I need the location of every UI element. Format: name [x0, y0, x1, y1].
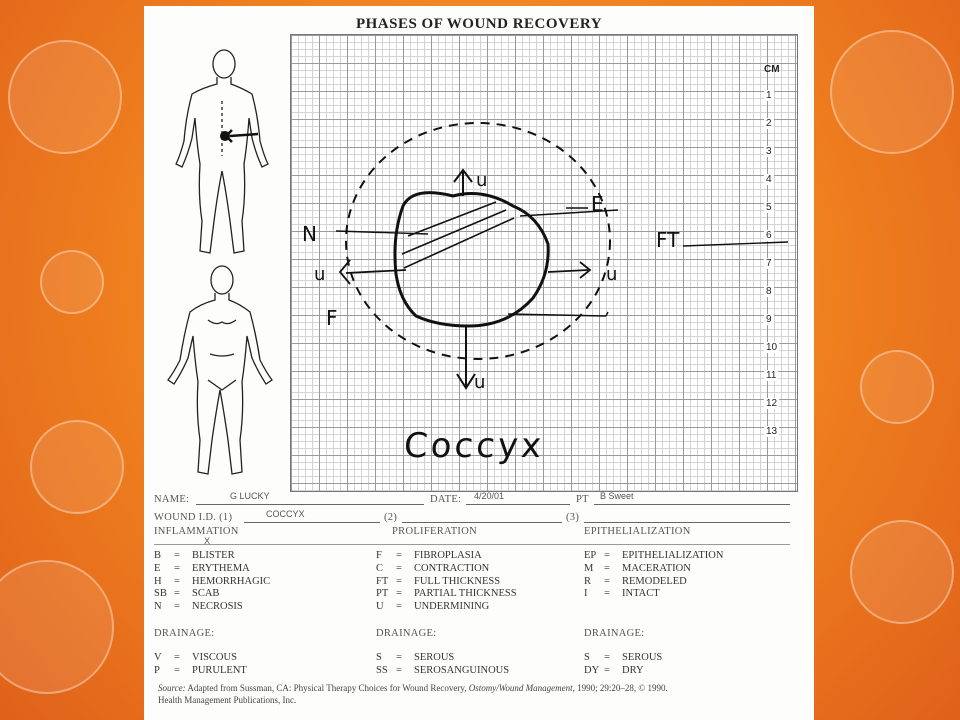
cm-tick: 12: [766, 398, 778, 409]
annotation-necrosis: N: [302, 222, 317, 246]
drainage-header-proliferation: DRAINAGE:: [376, 628, 437, 639]
cm-unit-label: CM: [764, 64, 780, 75]
list-item: EP = EPITHELIALIZATION: [584, 550, 724, 561]
source-citation: Source: Adapted from Sussman, CA: Physical Therapy Choices for Wound Recovery, Ostomy/Wound Management, 1990; 29:20–28, © 1990. Health Management Publications, Inc.: [158, 683, 668, 705]
bokeh-circle: [40, 250, 104, 314]
list-item: U = UNDERMINING: [376, 601, 490, 613]
cm-tick: 3: [766, 146, 772, 157]
cm-tick: 4: [766, 174, 772, 185]
list-item: B = BLISTER: [154, 550, 235, 561]
wound-outline: [395, 193, 548, 326]
drainage-proliferation: [376, 652, 509, 678]
cm-tick: 11: [766, 370, 777, 381]
list-item: V = VISCOUS: [154, 652, 237, 663]
wound-assessment-sheet: [144, 6, 814, 720]
proliferation-items: [376, 550, 517, 614]
necrosis-hatch: [402, 202, 514, 268]
cm-tick: 10: [766, 342, 778, 353]
cm-tick: 5: [766, 202, 772, 213]
annotation-undermining-left: u: [314, 264, 326, 285]
name-value: G LUCKY: [230, 491, 270, 501]
annotation-undermining-top: u: [476, 170, 488, 191]
annotation-undermining-right: u: [606, 264, 618, 285]
drainage-inflammation: [154, 652, 247, 678]
list-item: SS = SEROSANGUINOUS: [376, 664, 510, 676]
annotation-full-thickness: FT: [656, 228, 680, 252]
cm-tick: 13: [766, 426, 778, 437]
date-value: 4/20/01: [474, 491, 505, 501]
wound-location-label: Coccyx: [402, 426, 546, 466]
list-item: R = REMODELED: [584, 575, 687, 587]
cm-tick: 8: [766, 286, 772, 297]
inflammation-items: [154, 550, 270, 614]
list-item: F = FIBROPLASIA: [376, 550, 482, 561]
bokeh-circle: [860, 350, 934, 424]
date-label: DATE:: [430, 494, 462, 505]
list-item: SB = SCAB: [154, 588, 220, 600]
annotation-erythema: E: [591, 192, 604, 216]
bokeh-circle: [0, 560, 114, 694]
wound-id-value: COCCYX: [266, 509, 305, 519]
undermining-outline: [346, 123, 610, 359]
list-item: P = PURULENT: [154, 664, 247, 676]
wound-id-field-1[interactable]: [244, 510, 380, 523]
wound-drawing: [288, 6, 814, 486]
header-divider: [154, 544, 790, 545]
cm-tick: 2: [766, 118, 772, 129]
list-item: C = CONTRACTION: [376, 562, 490, 574]
pt-label: PT: [576, 494, 589, 505]
wound-id-2-label: (2): [384, 512, 398, 523]
annotation-fibroplasia: F: [326, 306, 338, 330]
cm-tick: 7: [766, 258, 772, 269]
inflammation-mark: X: [204, 536, 211, 546]
bokeh-circle: [830, 30, 954, 154]
wound-id-3-label: (3): [566, 512, 580, 523]
sheet-title: PHASES OF WOUND RECOVERY: [355, 16, 603, 32]
annotation-undermining-bottom: u: [474, 372, 486, 393]
cm-tick: 9: [766, 314, 772, 325]
list-item: I = INTACT: [584, 588, 660, 600]
bokeh-circle: [30, 420, 124, 514]
wound-id-label: WOUND I.D. (1): [154, 512, 233, 523]
epithelialization-header: EPITHELIALIZATION: [584, 526, 691, 537]
list-item: DY = DRY: [584, 664, 644, 676]
list-item: S = SEROUS: [376, 652, 455, 663]
body-figure-back: [162, 46, 282, 261]
body-figure-front: [160, 262, 284, 482]
inflammation-header: INFLAMMATION: [154, 526, 239, 537]
list-item: H = HEMORRHAGIC: [154, 575, 271, 587]
wound-id-field-3[interactable]: [584, 510, 790, 523]
bokeh-circle: [8, 40, 122, 154]
drainage-header-epithelialization: DRAINAGE:: [584, 628, 645, 639]
list-item: PT = PARTIAL THICKNESS: [376, 588, 517, 600]
proliferation-header: PROLIFERATION: [392, 526, 477, 537]
epithelialization-items: [584, 550, 723, 601]
drainage-header-inflammation: DRAINAGE:: [154, 628, 215, 639]
drainage-epithelialization: [584, 652, 662, 678]
list-item: FT = FULL THICKNESS: [376, 575, 501, 587]
name-label: NAME:: [154, 494, 190, 505]
bokeh-circle: [850, 520, 954, 624]
cm-tick: 6: [766, 230, 772, 241]
list-item: M = MACERATION: [584, 562, 691, 574]
list-item: N = NECROSIS: [154, 601, 243, 613]
wound-id-field-2[interactable]: [402, 510, 562, 523]
list-item: E = ERYTHEMA: [154, 562, 250, 574]
list-item: S = SEROUS: [584, 652, 663, 663]
cm-tick: 1: [766, 90, 772, 101]
pt-value: B Sweet: [600, 491, 634, 501]
